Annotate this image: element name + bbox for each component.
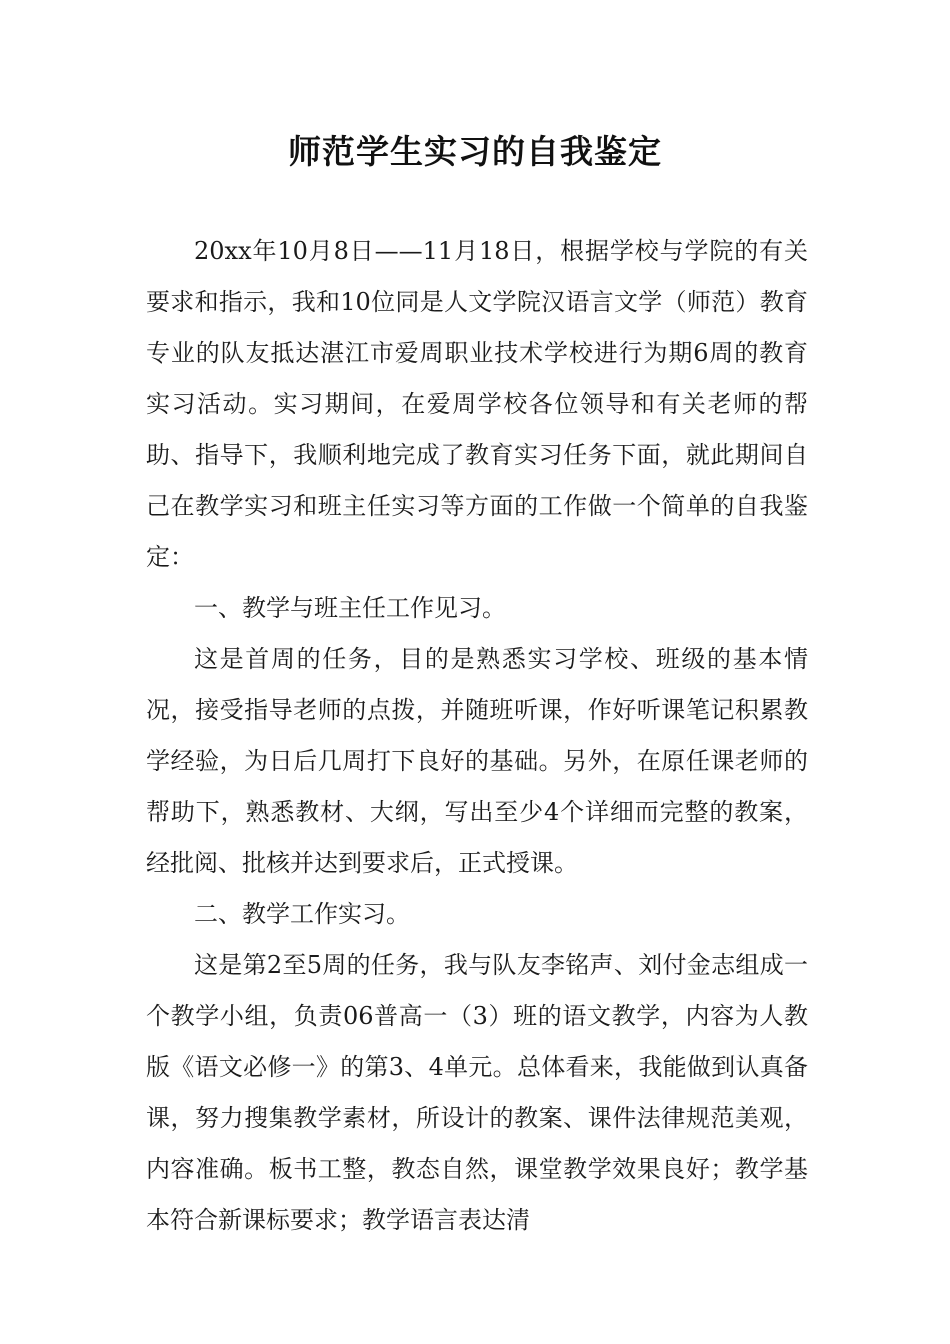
section-heading-2: 二、教学工作实习。	[194, 900, 410, 928]
paragraph-section-1: 这是首周的任务，目的是熟悉实习学校、班级的基本情况，接受指导老师的点拨，并随班听课，作好听课笔记积累教学经验，为日后几周打下良好的基础。另外，在原任课老师的帮助下，熟悉教材、大纲，写出至少4个详细而完整的教案，经批阅、批核并达到要求后，正式授课。	[146, 645, 808, 877]
paragraph-intro: 20xx年10月8日——11月18日，根据学校与学院的有关要求和指示，我和10位同是人文学院汉语言文学（师范）教育专业的队友抵达湛江市爱周职业技术学校进行为期6周的教育实习活动。实习期间，在爱周学校各位领导和有关老师的帮助、指导下，我顺利地完成了教育实习任务下面，就此期间自己在教学实习和班主任实习等方面的工作做一个简单的自我鉴定：	[146, 237, 808, 571]
document-body	[146, 226, 808, 1246]
document-title: 师范学生实习的自我鉴定	[288, 132, 662, 171]
paragraph-section-2: 这是第2至5周的任务，我与队友李铭声、刘付金志组成一个教学小组，负责06普高一（3）班的语文教学，内容为人教版《语文必修一》的第3、4单元。总体看来，我能做到认真备课，努力搜集教学素材，所设计的教案、课件法律规范美观，内容准确。板书工整，教态自然，课堂教学效果良好；教学基本符合新课标要求；教学语言表达清	[146, 951, 808, 1234]
section-heading-1: 一、教学与班主任工作见习。	[194, 594, 506, 622]
